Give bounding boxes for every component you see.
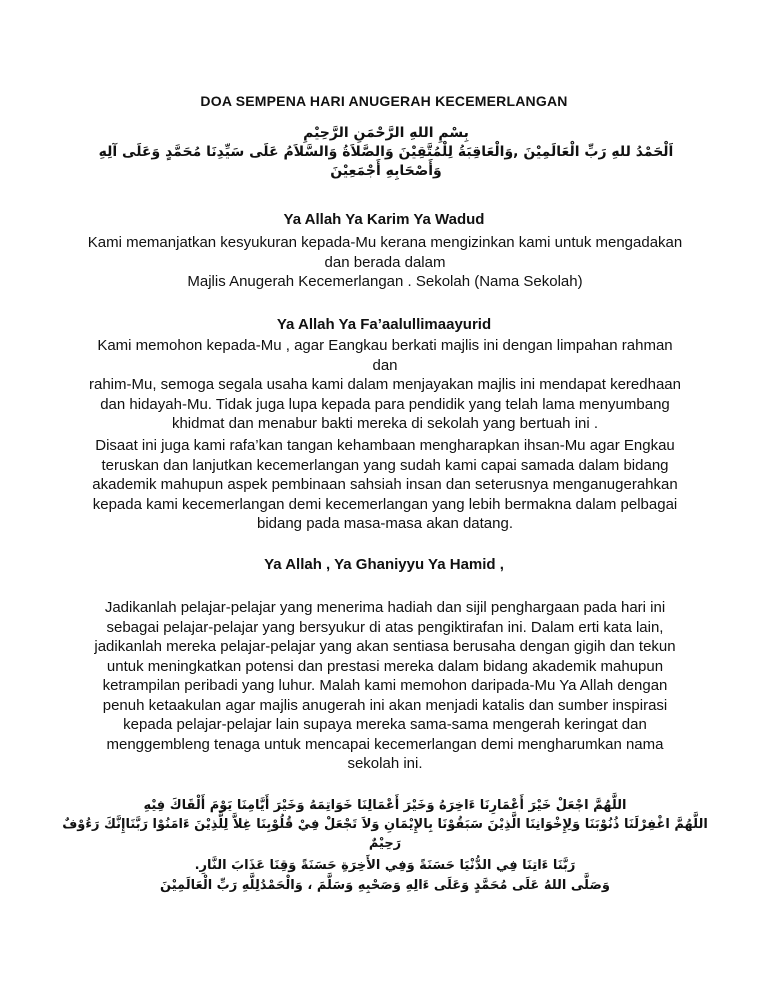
- paragraph-line: kepada pelajar-pelajar lain supaya mereka sama-sama mengerah keringat dan: [123, 716, 647, 733]
- paragraph-line: bidang pada masa-masa akan datang.: [256, 515, 513, 532]
- section-paragraph: [86, 598, 684, 774]
- paragraph-line: akademik mahupun aspek pembinaan sahsiah insan dan seterusnya menganugerahkan: [92, 476, 678, 493]
- opening-praise-line: وَأَصْحَابِهِ أَجْمَعِيْنَ: [330, 163, 442, 179]
- closing-prayer-line: اللَّهُمَّ اغْفِرْلَنَا ذُنُوْبَنَا وَلِإِخْوَانِنَا الَّذِيْنَ سَبَقُوْنَا بِالإِيْمَانِ وَلاَ تَجْعَلْ فِيْ قُلُوْبِنَا غِلاَّ لِلَّذِيْنَ ءَامَنُوْا رَبَّنَاإِنَّكَ رَءُوْفٌ: [62, 817, 708, 832]
- paragraph-line: khidmat dan menabur bakti mereka di sekolah yang bertuah ini .: [171, 415, 599, 432]
- paragraph-line: kepada kami kecemerlangan demi kecemerlangan yang lebih bermakna dalam pelbagai: [92, 495, 678, 513]
- paragraph-line: ketrampilan peribadi yang luhur. Malah kami memohon daripada-Mu Ya Allah dengan: [102, 677, 668, 694]
- paragraph-line: Kami memanjatkan kesyukuran kepada-Mu kerana mengizinkan kami untuk mengadakan: [87, 234, 683, 251]
- paragraph-line: dan hidayah-Mu. Tidak juga lupa kepada para pendidik yang telah lama menyumbang: [100, 395, 670, 413]
- paragraph-line: Kami memohon kepada-Mu , agar Eangkau berkati majlis ini dengan limpahan rahman dan: [97, 337, 673, 374]
- section-heading: Ya Allah Ya Fa’aalullimaayurid: [276, 316, 492, 333]
- closing-prayer-line: رَحِيْمٌ: [368, 836, 402, 851]
- basmalah: بِسْمِ اللهِ الرَّحْمَنِ الرَّحِيْمِ: [303, 125, 469, 141]
- document-title: DOA SEMPENA HARI ANUGERAH KECEMERLANGAN: [200, 93, 568, 109]
- paragraph-line: dan berada dalam: [324, 253, 446, 271]
- opening-praise-line: اَلْحَمْدُ للهِ رَبِّ الْعَالَمِيْنَ ,وَالْعَاقِبَةُ لِلْمُتَّقِيْنَ وَالصَّلاَةُ وَالسَّلاَمُ عَلَى سَيِّدِنَا مُحَمَّدٍ وَعَلَى آلِهِ: [98, 144, 674, 160]
- paragraph-line: sebagai pelajar-pelajar yang bersyukur di atas pengiktirafan ini. Dalam erti kata lain,: [106, 618, 664, 636]
- paragraph-line: jadikanlah mereka pelajar-pelajar yang akan sentiasa berusaha dengan gigih dan tekun: [94, 638, 676, 655]
- paragraph-line: sekolah ini.: [347, 755, 423, 772]
- section-paragraph: [86, 233, 684, 292]
- section-paragraph: [86, 336, 684, 434]
- section-heading: Ya Allah Ya Karim Ya Wadud: [283, 211, 485, 228]
- paragraph-line: Disaat ini juga kami rafa’kan tangan kehambaan mengharapkan ihsan-Mu agar Engkau: [95, 437, 675, 454]
- section-heading: Ya Allah , Ya Ghaniyyu Ya Hamid ,: [264, 556, 504, 573]
- section-paragraph: [86, 436, 684, 534]
- closing-prayer-line: وَصَلَّى اللهُ عَلَى مُحَمَّدٍ وَعَلَى ءَالِهِ وَصَحْبِهِ وَسَلَّمَ ، وَالْحَمْدُلِلَّهِ رَبِّ الْعَالَمِيْنَ: [160, 878, 610, 893]
- paragraph-line: Jadikanlah pelajar-pelajar yang menerima hadiah dan sijil penghargaan pada hari ini: [104, 599, 666, 616]
- paragraph-line: untuk meningkatkan potensi dan prestasi mereka dalam bidang akademik mahupun: [106, 657, 664, 675]
- paragraph-line: menggembleng tenaga untuk mencapai kecemerlangan demi mengharumkan nama: [106, 735, 664, 753]
- paragraph-line: rahim-Mu, semoga segala usaha kami dalam menjayakan majlis ini mendapat keredhaan: [89, 376, 681, 393]
- paragraph-line: penuh ketaakulan agar majlis anugerah ini akan menjadi katalis dan sumber inspirasi: [102, 696, 668, 714]
- closing-prayer-line: رَبَّنَا ءَاتِنَا فِي الدُّنْيَا حَسَنَةً وَفِي الأَخِرَةِ حَسَنَةً وَقِنَا عَذَابَ النَّارِ.: [194, 858, 576, 873]
- paragraph-line: Majlis Anugerah Kecemerlangan . Sekolah (Nama Sekolah): [187, 273, 583, 290]
- closing-prayer-line: اللَّهُمَّ اجْعَلْ خَيْرَ أَعْمَارِنَا ءَاخِرَهُ وَخَيْرَ أَعْمَالِنَا خَوَاتِمَهُ وَخَيْرَ أَيَّامِنَا يَوْمَ أَلْقَاكَ فِيْهِ: [143, 798, 627, 813]
- paragraph-line: teruskan dan lanjutkan kecemerlangan yang sudah kami capai samada dalam bidang: [101, 456, 669, 474]
